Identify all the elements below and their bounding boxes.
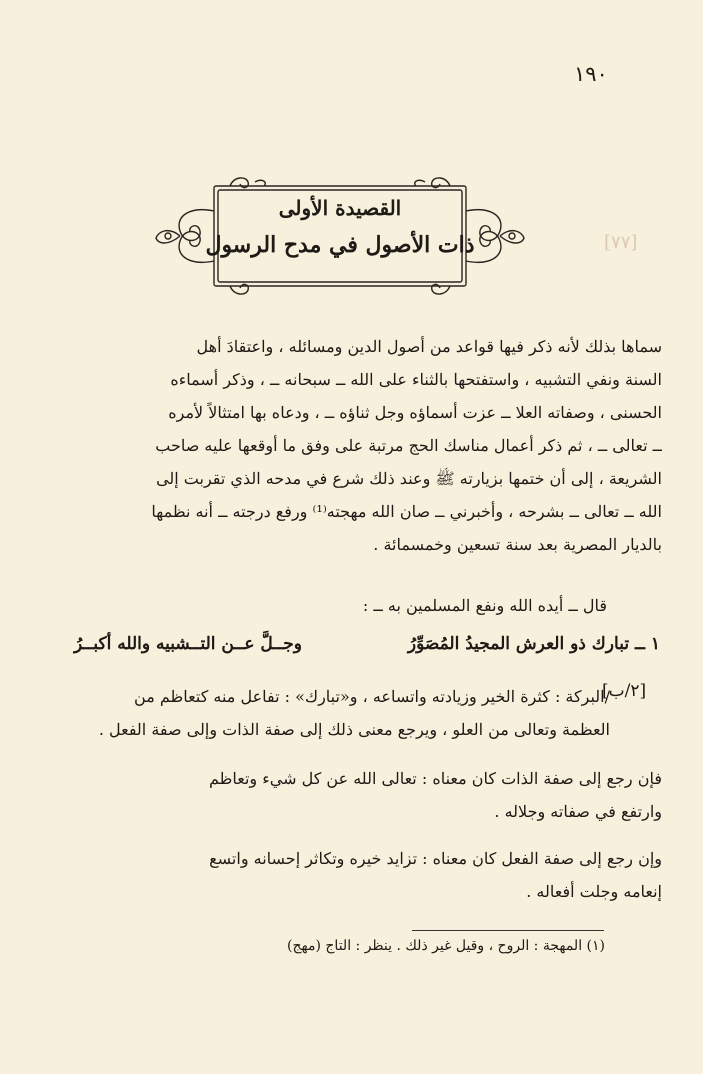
intro-paragraph	[52, 330, 662, 561]
verse-first-hemistich: ١ ــ تبارك ذو العرش المجيدُ المُصَوِّرُ	[407, 634, 660, 654]
commentary-paragraph	[48, 680, 610, 746]
footnote-divider	[412, 930, 604, 931]
intro-line: ــ تعالى ــ ، ثم ذكر أعمال مناسك الحج مرتبة على وفق ما أوقعها عليه صاحب	[155, 436, 662, 455]
footnote: (١) المهجة : الروح ، وقيل غير ذلك . ينظر : التاج (مهج)	[287, 938, 605, 954]
faint-margin-mark: [٧٧]	[604, 232, 638, 253]
page-number: ١٩٠	[574, 62, 608, 86]
intro-line: الشريعة ، إلى أن ختمها بزيارته ﷺ وعند ذلك شرع في مدحه الذي تقربت إلى	[156, 469, 662, 488]
intro-line: بالديار المصرية بعد سنة تسعين وخمسمائة .	[373, 535, 662, 554]
title-ornamental-frame	[150, 176, 530, 296]
verse-second-hemistich: وجــلَّ عــن التــشبيه والله أكبــرُ	[74, 634, 302, 654]
intro-line: الحسنى ، وصفاته العلا ــ عزت أسماؤه وجل ثناؤه ــ ، ودعاه بها امتثالاً لأمره	[168, 403, 662, 422]
intro-line: الله ــ تعالى ــ بشرحه ، وأخبرني ــ صان الله مهجته⁽¹⁾ ورفع درجته ــ أنه نظمها	[151, 502, 662, 521]
commentary-line: /البركة : كثرة الخير وزيادته واتساعه ، و«تبارك» : تفاعل منه كتعاظم من	[134, 687, 610, 706]
commentary-line: وإن رجع إلى صفة الفعل كان معناه : تزايد خيره وتكاثر إحسانه واتسع	[209, 849, 662, 868]
commentary-line: العظمة وتعالى من العلو ، ويرجع معنى ذلك إلى صفة الذات وإلى صفة الفعل .	[98, 720, 610, 739]
commentary-line: إنعامه وجلت أفعاله .	[526, 882, 662, 901]
qala-line: قال ــ أيده الله ونفع المسلمين به ــ :	[362, 596, 607, 615]
commentary-line: وارتفع في صفاته وجلاله .	[494, 802, 662, 821]
commentary-line: فإن رجع إلى صفة الذات كان معناه : تعالى الله عن كل شيء وتعاظم	[208, 769, 662, 788]
intro-line: سماها بذلك لأنه ذكر فيها قواعد من أصول الدين ومسائله ، واعتقادَ أهل	[196, 337, 662, 356]
manuscript-folio-ref: [٢/ب]	[602, 681, 647, 701]
poem-subtitle: ذات الأصول في مدح الرسول	[205, 232, 475, 258]
poem-title: القصيدة الأولى	[278, 196, 402, 220]
intro-line: السنة ونفي التشبيه ، واستفتحها بالثناء على الله ــ سبحانه ــ ، وذكر أسماءه	[170, 370, 662, 389]
commentary-paragraph	[52, 842, 662, 908]
commentary-paragraph	[52, 762, 662, 828]
